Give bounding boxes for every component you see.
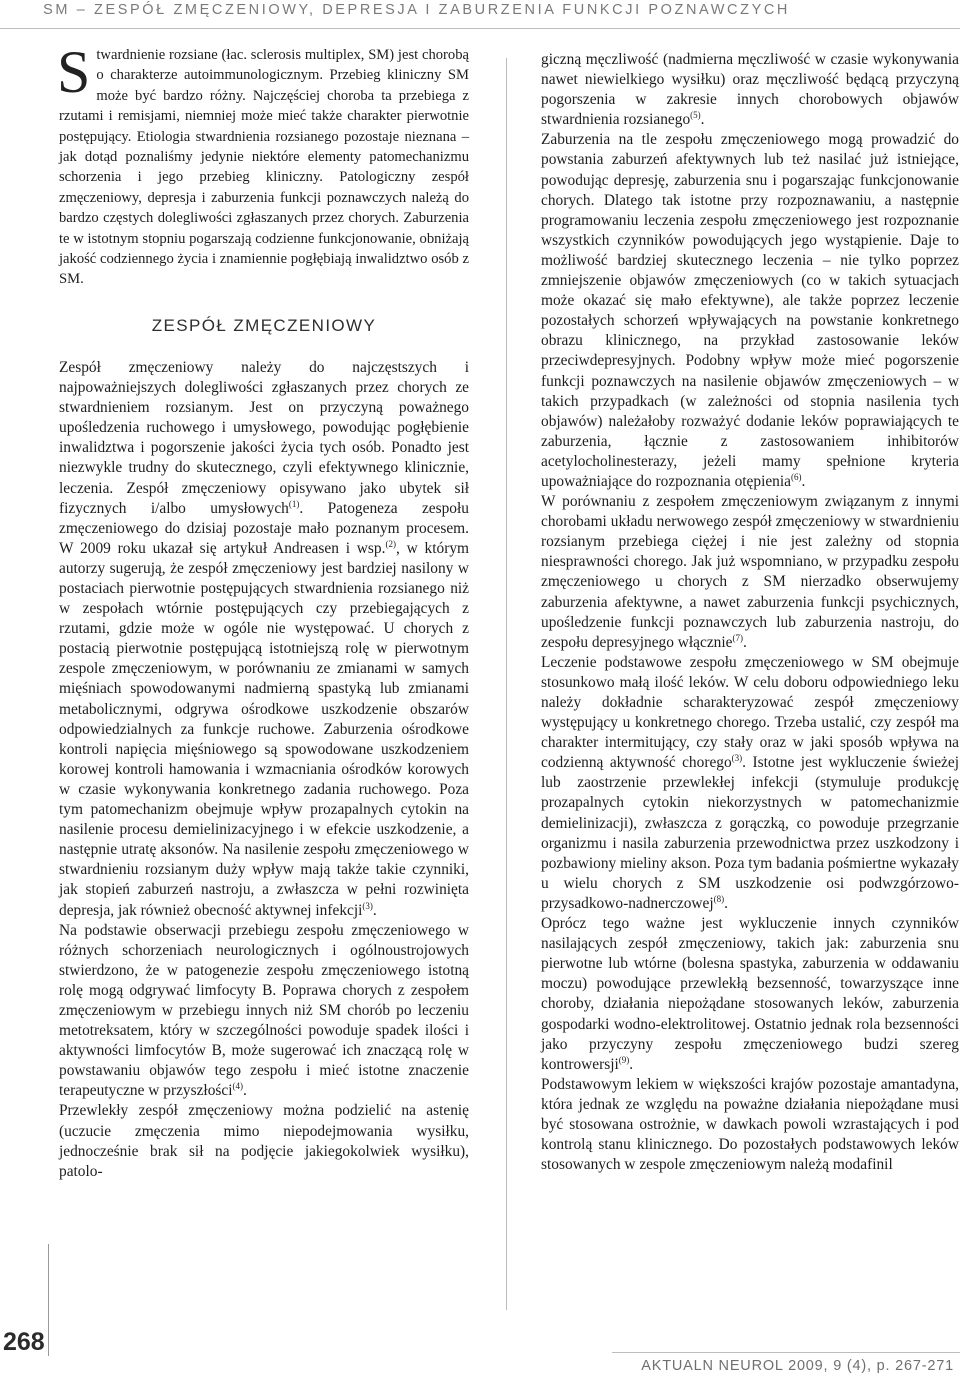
- body-paragraph: giczną męczliwość (nadmierna męczliwość w czasie wykonywania nawet niewielkiego wysiłku) oraz męczliwość będącą przyczyną pogorszenia w zakresie innych chorobowych objawów stwardnienia rozsianego$^{(5)}$.: [541, 51, 959, 129]
- footer-rule: [612, 1352, 960, 1353]
- section-title: ZESPÓŁ ZMĘCZENIOWY: [151, 315, 377, 335]
- running-header: [0, 0, 960, 30]
- page-number: 268: [3, 1328, 45, 1356]
- body-paragraph: W porównaniu z zespołem zmęczeniowym związanym z innymi chorobami układu nerwowego zespół zmęczeniowy w stwardnieniu rozsianym przebiega ciężej i nie jest zależny od stopnia niesprawności chorego. Jak już wspomniano, w przypadku zespołu zmęczeniowego u chorych z SM nierzadko obserwujemy zaburzenia afektywne, a nawet zaburzenia funkcji psychicznych, upośledzenie funkcji poznawczych lub zaburzenia nastroju, do zespołu depresyjnego włącznie$^{(7)}$.: [541, 493, 959, 651]
- header-rule: [0, 28, 960, 29]
- body-paragraph: Oprócz tego ważne jest wykluczenie innych czynników nasilających zespół zmęczeniowy, takich jak: zaburzenia snu pierwotne lub wtórne (bolesna spastyka, zaburzenia w oddawaniu moczu) powodujące przewlekłą bezsenność, towarzyszące inne choroby, działania niepożądane stosowanych leków, zaburzenia gospodarki wodno-elektrolitowej. Ostatnio jednak rola bezsenności jako przyczyny zespołu zmęczeniowego budzi szereg kontrowersji$^{(9)}$.: [541, 915, 959, 1073]
- body-paragraph: Zaburzenia na tle zespołu zmęczeniowego mogą prowadzić do powstania zaburzeń afektywnych lub też nasilać już istniejące, powodując depresję, zaburzenia snu i pogarszając funkcjonowanie chorych. Dlatego tak istotne przy rozpoznawaniu, a następnie programowaniu leczenia zespołu zmęczeniowego jest rozpoznanie wszystkich czynników powodujących jego wystąpienie. Daje to możliwość bardziej skutecznego leczenia – nie tylko poprzez zmniejszenie objawów zmęczeniowych (co w takich sytuacjach może okazać się mało efektywne), ale także poprzez leczenie pozostałych schorzeń wpływających na powstanie konkretnego obrazu klinicznego, na przykład zastosowanie leków przeciwdepresyjnych. Podobny wpływ może mieć pogorszenie funkcji poznawczych na nasilenie objawów zmęczeniowych – w takich przypadkach (w zależności od stopnia nasilenia tych objawów) należałoby rozważyć dodanie leków poprawiających te zaburzenia, łącznie z zastosowaniem inhibitorów acetylocholinesterazy, jeżeli mamy spełnione kryteria upoważniające do rozpoznania otępienia$^{(6)}$.: [541, 131, 959, 490]
- intro-text: twardnienie rozsiane (łac. sclerosis multiplex, SM) jest chorobą o charakterze autoimmunologicznym. Przebieg kliniczny SM może być bardzo różny. Najczęściej choroba ta przebiega z rzutami i remisjami, niemniej może mieć także charakter pierwotnie postępujący. Etiologia stwardnienia rozsianego pozostaje nieznana – jak dotąd poznaliśmy jedynie niektóre elementy patomechanizmu schorzenia i jego przebieg kliniczny. Patologiczny zespół zmęczeniowy, depresja i zaburzenia funkcji poznawczych należą do bardzo częstych dolegliwości zgłaszanych przez chorych. Zaburzenia te w istotnym stopniu pogarszają codzienne funkcjonowanie, obniżają jakość codziennego życia i znamiennie pogłębiają inwalidztwo osób z SM.: [59, 47, 469, 288]
- intro-paragraph: [57, 39, 469, 290]
- page-number-rule: [48, 1244, 49, 1356]
- body-paragraph: Na podstawie obserwacji przebiegu zespołu zmęczeniowego w różnych schorzeniach neurologicznych i ogólnoustrojowych stwierdzono, że w patogenezie zespołu zmęczeniowego istotną rolę mogą odgrywać limfocyty B. Poprawa chorych z zespołem zmęczeniowym w przebiegu innych niż SM chorób po leczeniu metotreksatem, który w szczególności powoduje spadek ilości i aktywności limfocytów B, może sugerować ich znaczącą rolę w powstawaniu objawów tego zespołu i mieć istotne znaczenie terapeutyczne w przyszłości$^{(4)}$.: [59, 921, 469, 1100]
- left-column: [57, 39, 469, 1182]
- body-paragraph: Leczenie podstawowe zespołu zmęczeniowego w SM obejmuje stosunkowo małą ilość leków. W celu doboru odpowiedniego leku należy dokładnie scharakteryzować zespół zmęczeniowy występujący u konkretnego chorego. Trzeba ustalić, czy zespół ma charakter intermitujący, czy stały oraz w jaki sposób wpływa na codzienną aktywność chorego$^{(3)}$. Istotne jest wykluczenie świeżej lub zaostrzenie przewlekłej infekcji (stymuluje produkcję prozapalnych cytokin niekorzystnych w patomechanizmie demielinizacji), zwłaszcza z gorączką, co powoduje przegrzanie organizmu i nasila zaburzenia przewodnictwa przez uszkodzony i pozbawiony mieliny akson. Poza tym badania pośmiertne wykazały u wielu chorych z SM uszkodzenie osi podwzgórzowo-przysadkowo-nadnerczowej$^{(8)}$.: [541, 653, 960, 912]
- body-paragraph: Zespół zmęczeniowy należy do najczęstszych i najpoważniejszych dolegliwości zgłaszanych przez chorych ze stwardnieniem rozsianym. Jest on przyczyną poważnego upośledzenia ruchowego i umysłowego, powodując pogłębienie inwalidztwa i pogorszenie jakości życia tych osób. Ponadto jest niezwykle trudny do skutecznego, czyli efektywnego klinicznie, leczenia. Zespół zmęczeniowy opisywano jako ubytek sił fizycznych i/albo umysłowych$^{(1)}$. Patogeneza zespołu zmęczeniowego do dzisiaj pozostaje mało poznanym procesem. W 2009 roku ukazał się artykuł Andreasen i wsp.$^{(2)}$, w którym autorzy sugerują, że zespół zmęczeniowy jest bardziej nasilony w postaciach pierwotnie postępujących stwardnienia rozsianego niż w zespołach wtórnie postępujących czy przebiegających z rzutami, gdzie może w ogóle nie występować. U chorych z postacią pierwotnie postępującą istotniejszą rolę w pierwotnym zespole zmęczeniowym, w porównaniu ze zmianami w samych mięśniach spowodowanymi nadmierną spastyką lub zmianami metabolicznymi, odgrywa ośrodkowe uszkodzenie obszarów odpowiedzialnych za funkcje ruchowe. Zaburzenia ośrodkowe kontroli napięcia mięśniowego są spowodowane uszkodzeniem korowej kontroli hamowania i wzmacniania ośrodków korowych w czasie wykonywania konkretnego zadania ruchowego. Poza tym patomechanizm obejmuje wpływ prozapalnych cytokin na nasilenie procesu demielinizacyjnego i w efekcie uszkodzenie, a następnie utratę aksonów. Na nasilenie zespołu zmęczeniowego w stwardnieniu rozsianym duży wpływ mają także takie czynniki, jak stopień zaburzeń nastroju, a zwłaszcza w pełni rozwinięta depresja, jak również obecność aktywnej infekcji$^{(3)}$.: [59, 358, 469, 919]
- footer-citation: AKTUALN NEUROL 2009, 9 (4), p. 267-271: [641, 1358, 954, 1374]
- running-title: SM – ZESPÓŁ ZMĘCZENIOWY, DEPRESJA I ZABURZENIA FUNKCJI POZNAWCZYCH: [43, 2, 790, 18]
- right-column: [541, 50, 959, 1175]
- drop-cap: S: [57, 39, 91, 105]
- body-paragraph: Podstawowym lekiem w większości krajów pozostaje amantadyna, która jednak ze względu na poważne działania niepożądane musi być stosowana ostrożnie, w dawkach powoli wzrastających i pod kontrolą stanu klinicznego. Do pozostałych podstawowych leków stosowanych w zespole zmęczeniowym należą modafinil: [541, 1075, 959, 1174]
- body-paragraph: Przewlekły zespół zmęczeniowy można podzielić na astenię (uczucie zmęczenia mimo niepodejmowania wysiłku, jednocześnie brak sił na podjęcie jakiegokolwiek wysiłku), patolo-: [59, 1102, 469, 1180]
- column-divider: [506, 58, 507, 1310]
